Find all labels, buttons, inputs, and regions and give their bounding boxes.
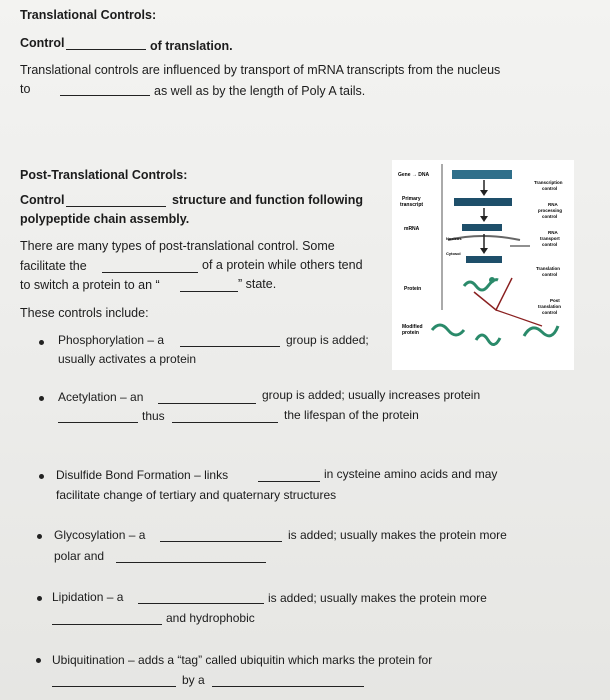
acetylation-line-2-suffix: the lifespan of the protein <box>284 408 419 422</box>
lipidation-suffix: is added; usually makes the protein more <box>268 591 487 605</box>
gene-expression-control-diagram <box>392 160 574 370</box>
glycosylation-prefix: Glycosylation – a <box>54 528 146 542</box>
blank-control-2[interactable] <box>66 195 166 207</box>
label-protein-2: protein <box>402 330 419 336</box>
protein-node <box>489 277 495 283</box>
blank-lipidation-2[interactable] <box>52 613 162 625</box>
translational-line-2-suffix: as well as by the length of Poly A tails. <box>154 84 366 98</box>
label-control-2: control <box>542 214 558 219</box>
phosphorylation-prefix: Phosphorylation – a <box>58 333 165 347</box>
phosphorylation-line-2: usually activates a protein <box>58 352 197 366</box>
acetylation-prefix: Acetylation – an <box>58 390 144 404</box>
ubiquitination-line-1: Ubiquitination – adds a “tag” called ubiquitin which marks the protein for <box>52 653 433 667</box>
label-cytosol: Cytosol <box>446 251 461 256</box>
label-transport: transport <box>540 236 560 241</box>
post-translational-title: Post-Translational Controls: <box>20 168 188 182</box>
blank-state[interactable] <box>180 280 238 292</box>
translational-controls-title: Translational Controls: <box>20 8 157 22</box>
translational-line-1: Translational controls are influenced by transport of mRNA transcripts from the nucleus <box>20 63 501 77</box>
dna-bar <box>452 170 512 179</box>
label-translation-2: translation <box>538 304 562 309</box>
label-post: Post <box>550 298 560 303</box>
mrna-bar <box>462 224 502 231</box>
label-rna: RNA <box>548 202 558 207</box>
label-control-3: control <box>542 242 558 247</box>
bullet-dot <box>37 534 42 539</box>
bullet-dot <box>39 340 44 345</box>
blank-lipidation-1[interactable] <box>138 592 264 604</box>
label-gene: Gene → DNA <box>398 172 430 178</box>
label-control-1: control <box>542 186 558 191</box>
post-control-line-2: polypeptide chain assembly. <box>20 212 190 226</box>
ubiquitination-by-a: by a <box>182 673 205 687</box>
label-control-4: control <box>542 272 558 277</box>
control-prefix: Control <box>20 36 65 50</box>
bullet-dot <box>36 658 41 663</box>
blank-acetylation-3[interactable] <box>172 411 278 423</box>
many-types-line-3-suffix: ” state. <box>238 277 277 291</box>
many-types-line-3-prefix: to switch a protein to an “ <box>20 278 160 292</box>
acetylation-thus: thus <box>142 409 165 423</box>
label-control-5: control <box>542 310 558 315</box>
label-nucleus: Nucleus <box>446 236 462 241</box>
many-types-line-2-prefix: facilitate the <box>20 259 87 273</box>
blank-acetylation-1[interactable] <box>158 392 256 404</box>
blank-to[interactable] <box>60 84 150 96</box>
post-control-suffix: structure and function following <box>172 193 363 207</box>
bullet-dot <box>37 596 42 601</box>
blank-phosphorylation[interactable] <box>180 335 280 347</box>
lipidation-prefix: Lipidation – a <box>52 590 124 604</box>
blank-facilitate[interactable] <box>102 261 198 273</box>
blank-ubiquitination-1[interactable] <box>52 675 176 687</box>
label-mrna: mRNA <box>404 226 420 232</box>
label-primary: Primary <box>402 196 421 202</box>
phosphorylation-suffix: group is added; <box>286 333 369 347</box>
blank-control-1[interactable] <box>66 38 146 50</box>
glycosylation-suffix: is added; usually makes the protein more <box>288 528 507 542</box>
cytosol-mrna-bar <box>466 256 502 263</box>
label-protein: Protein <box>404 286 422 292</box>
label-processing: processing <box>538 208 563 213</box>
controls-include: These controls include: <box>20 306 149 320</box>
lipidation-line-2-suffix: and hydrophobic <box>166 611 255 625</box>
label-translation: Translation <box>536 266 561 271</box>
many-types-line-1: There are many types of post-translational control. Some <box>20 239 335 253</box>
post-control-prefix: Control <box>20 193 65 207</box>
disulfide-line-2: facilitate change of tertiary and quaternary structures <box>56 488 337 502</box>
blank-acetylation-2[interactable] <box>58 411 138 423</box>
blank-disulfide[interactable] <box>258 470 320 482</box>
disulfide-prefix: Disulfide Bond Formation – links <box>56 468 229 482</box>
label-rna-2: RNA <box>548 230 558 235</box>
blank-glycosylation-2[interactable] <box>116 551 266 563</box>
label-modified: Modified <box>402 324 423 330</box>
translational-line-2-prefix: to <box>20 82 31 96</box>
primary-transcript-bar <box>454 198 512 206</box>
acetylation-suffix: group is added; usually increases protein <box>262 388 481 402</box>
blank-glycosylation-1[interactable] <box>160 530 282 542</box>
label-transcript: transcript <box>400 202 424 208</box>
many-types-line-2-suffix: of a protein while others tend <box>202 258 363 272</box>
label-transcription: Transcription <box>534 180 563 185</box>
disulfide-suffix: in cysteine amino acids and may <box>324 467 498 481</box>
bullet-dot <box>39 396 44 401</box>
bullet-dot <box>39 474 44 479</box>
blank-ubiquitination-2[interactable] <box>212 675 364 687</box>
control-suffix: of translation. <box>150 39 233 53</box>
glycosylation-line-2-prefix: polar and <box>54 549 105 563</box>
